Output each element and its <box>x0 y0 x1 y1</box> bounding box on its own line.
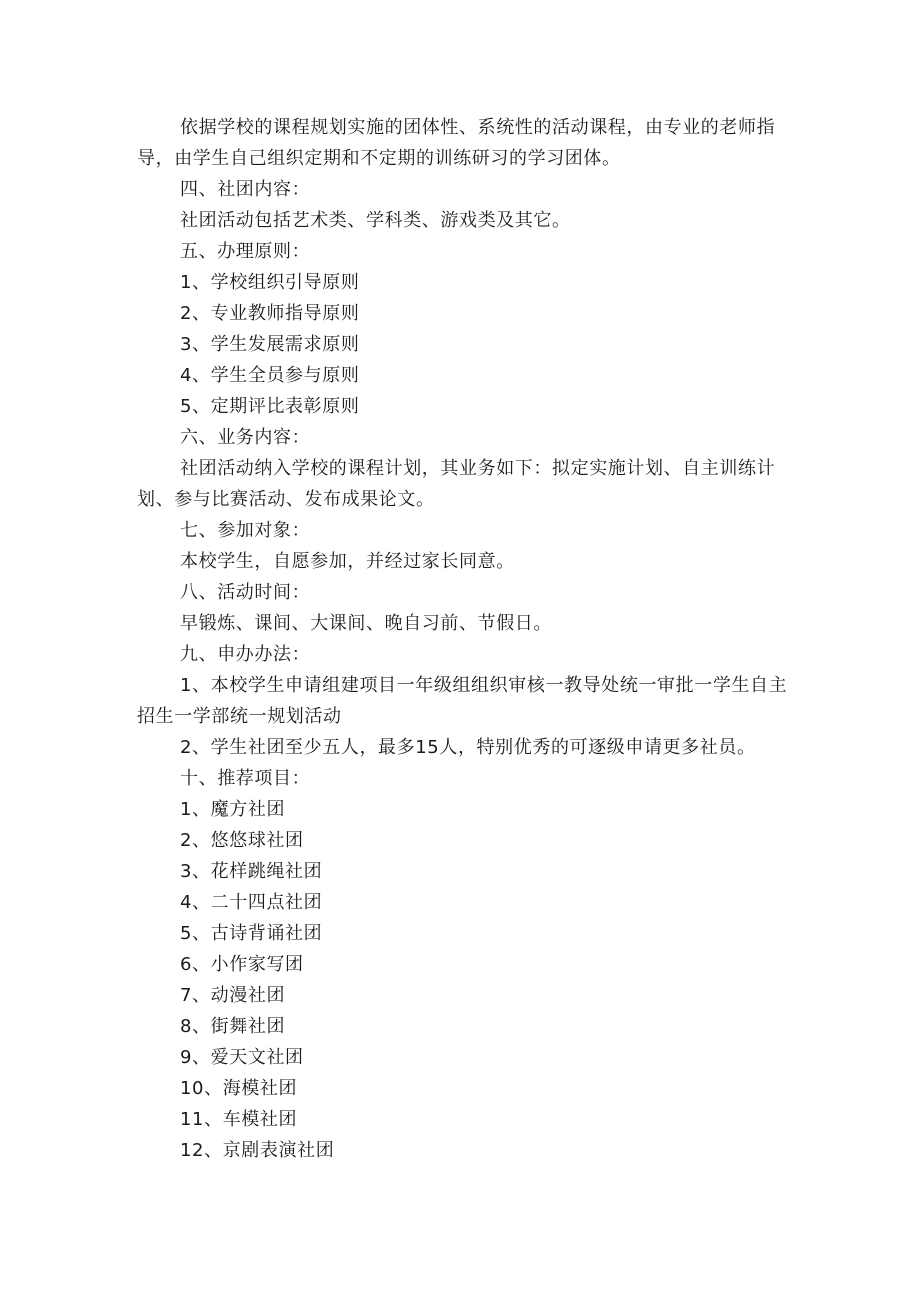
list-item: 9、爱天文社团 <box>180 1047 304 1068</box>
list-item: 2、专业教师指导原则 <box>180 303 360 324</box>
list-item: 5、古诗背诵社团 <box>180 923 323 944</box>
section-heading-application: 九、申办办法： <box>180 644 311 665</box>
list-item: 6、小作家写团 <box>180 954 304 975</box>
list-item: 3、学生发展需求原则 <box>180 334 360 355</box>
list-item: 3、花样跳绳社团 <box>180 861 323 882</box>
list-item: 7、动漫社团 <box>180 985 286 1006</box>
section-heading-principles: 五、办理原则： <box>180 241 311 262</box>
section-heading-business: 六、业务内容： <box>180 427 311 448</box>
list-item: 2、悠悠球社团 <box>180 830 304 851</box>
section-heading-recommended: 十、推荐项目： <box>180 768 311 789</box>
paragraph: 社团活动包括艺术类、学科类、游戏类及其它。 <box>180 210 571 231</box>
intro-paragraph: 依据学校的课程规划实施的团体性、系统性的活动课程，由专业的老师指导，由学生自己组织定期和不定期的训练研习的学习团体。 <box>137 117 776 169</box>
section-heading-time: 八、活动时间： <box>180 582 311 603</box>
list-item: 2、学生社团至少五人，最多15人，特别优秀的可逐级申请更多社员。 <box>180 737 756 758</box>
paragraph: 早锻炼、课间、大课间、晚自习前、节假日。 <box>180 613 552 634</box>
list-item: 4、学生全员参与原则 <box>180 365 360 386</box>
paragraph: 社团活动纳入学校的课程计划，其业务如下：拟定实施计划、自主训练计划、参与比赛活动、发布成果论文。 <box>137 458 776 510</box>
list-item: 4、二十四点社团 <box>180 892 323 913</box>
section-heading-content: 四、社团内容： <box>180 179 311 200</box>
section-heading-participants: 七、参加对象： <box>180 520 311 541</box>
document-body <box>137 112 797 1166</box>
list-item: 1、魔方社团 <box>180 799 286 820</box>
list-item: 5、定期评比表彰原则 <box>180 396 360 417</box>
list-item: 12、京剧表演社团 <box>180 1140 335 1161</box>
list-item: 1、本校学生申请组建项目一年级组组织审核一教导处统一审批一学生自主招生一学部统一规划活动 <box>137 675 788 727</box>
list-item: 11、车模社团 <box>180 1109 298 1130</box>
paragraph: 本校学生，自愿参加，并经过家长同意。 <box>180 551 515 572</box>
list-item: 10、海模社团 <box>180 1078 298 1099</box>
list-item: 1、学校组织引导原则 <box>180 272 360 293</box>
list-item: 8、街舞社团 <box>180 1016 286 1037</box>
